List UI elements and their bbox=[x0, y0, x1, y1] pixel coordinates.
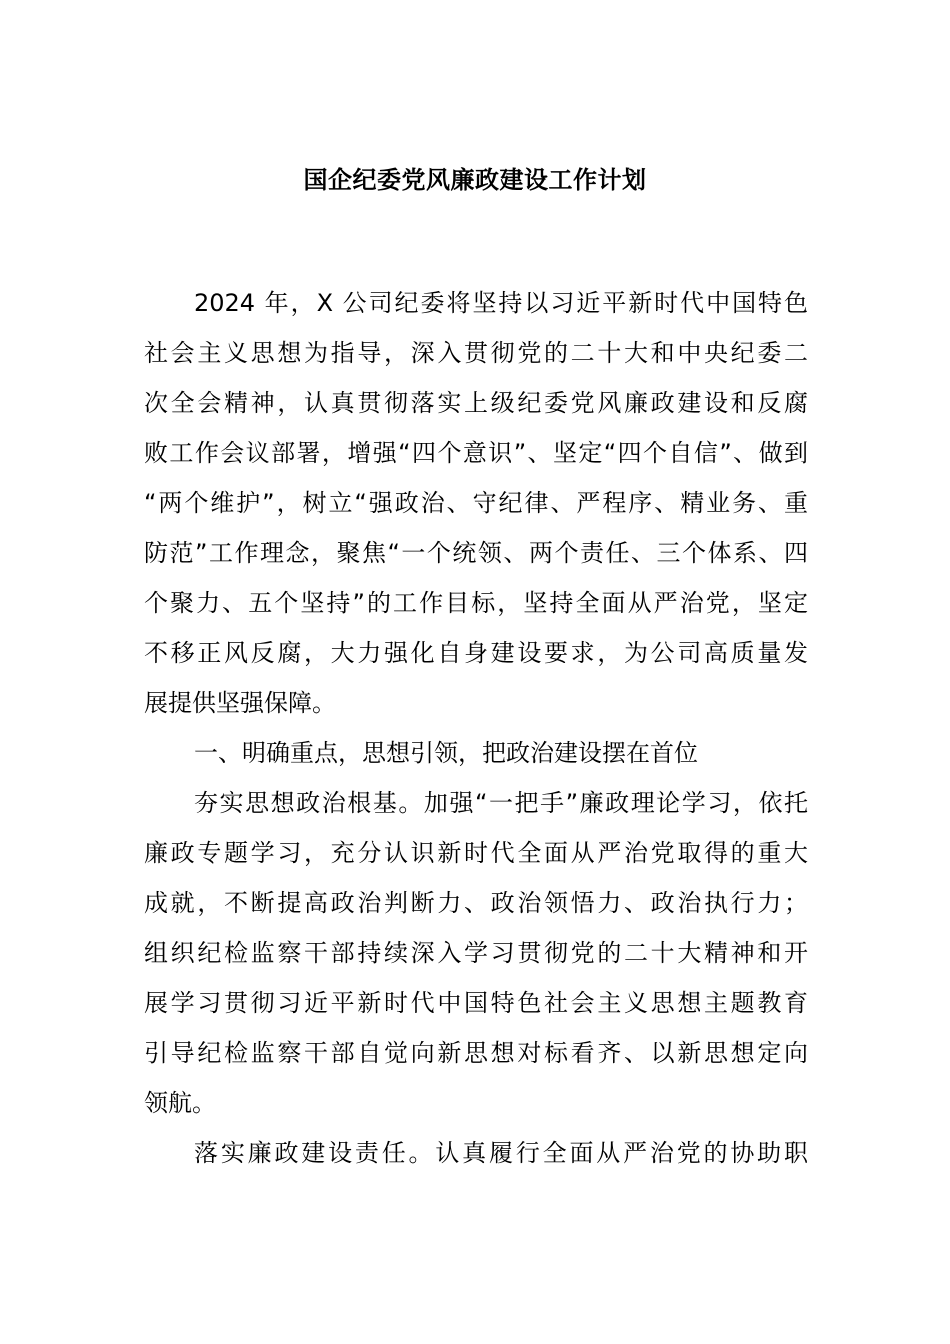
text-line: 廉政专题学习，充分认识新时代全面从严治党取得的重大 bbox=[144, 839, 808, 867]
text-line: 组织纪检监察干部持续深入学习贯彻党的二十大精神和开 bbox=[144, 939, 808, 967]
text-line: 展提供坚强保障。 bbox=[144, 689, 336, 717]
document-title: 国企纪委党风廉政建设工作计划 bbox=[303, 166, 647, 194]
text-line: “两个维护”，树立“强政治、守纪律、严程序、精业务、重 bbox=[144, 489, 808, 517]
text-line: 个聚力、五个坚持”的工作目标，坚持全面从严治党，坚定 bbox=[144, 589, 808, 617]
text-line: 败工作会议部署，增强“四个意识”、坚定“四个自信”、做到 bbox=[144, 439, 808, 467]
text-line: 引导纪检监察干部自觉向新思想对标看齐、以新思想定向 bbox=[144, 1039, 808, 1067]
text-line: 社会主义思想为指导，深入贯彻党的二十大和中央纪委二 bbox=[144, 339, 808, 367]
text-line: 夯实思想政治根基。加强“一把手”廉政理论学习，依托 bbox=[194, 789, 808, 817]
text-line: 次全会精神，认真贯彻落实上级纪委党风廉政建设和反腐 bbox=[144, 389, 808, 417]
text-line: 不移正风反腐，大力强化自身建设要求，为公司高质量发 bbox=[144, 639, 808, 667]
text-line: 成就，不断提高政治判断力、政治领悟力、政治执行力； bbox=[144, 889, 808, 917]
section-heading: 一、明确重点，思想引领，把政治建设摆在首位 bbox=[194, 739, 698, 767]
text-line: 2024 年，X 公司纪委将坚持以习近平新时代中国特色 bbox=[194, 289, 808, 317]
text-line: 展学习贯彻习近平新时代中国特色社会主义思想主题教育 bbox=[144, 989, 808, 1017]
document-body bbox=[144, 278, 808, 1178]
text-line: 领航。 bbox=[144, 1089, 216, 1117]
text-line: 落实廉政建设责任。认真履行全面从严治党的协助职 bbox=[194, 1139, 808, 1167]
text-line: 防范”工作理念，聚焦“一个统领、两个责任、三个体系、四 bbox=[144, 539, 808, 567]
